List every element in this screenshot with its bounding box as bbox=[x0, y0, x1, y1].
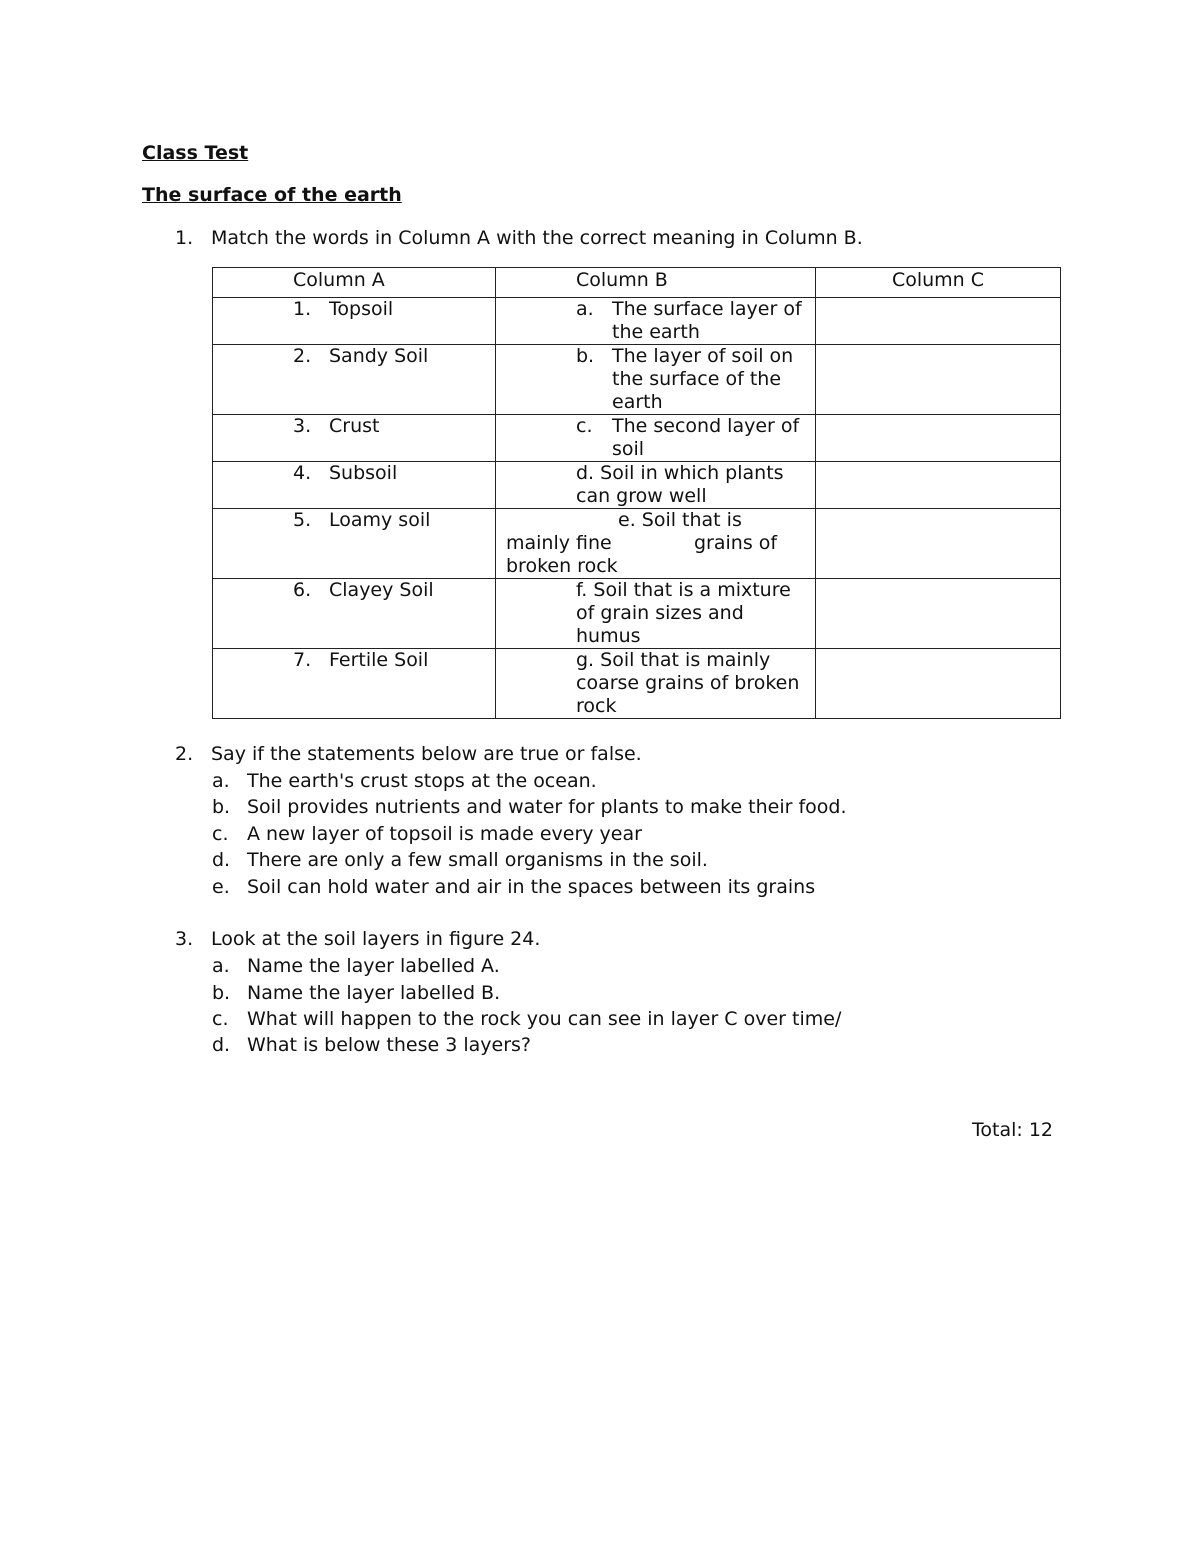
item-letter: b. bbox=[212, 982, 231, 1004]
meaning: The layer of soil on the surface of the earth bbox=[612, 345, 794, 413]
meaning: The surface layer of the earth bbox=[612, 298, 802, 343]
item-letter: b. bbox=[212, 796, 231, 818]
row-number: 4. bbox=[293, 462, 312, 484]
question-text: Look at the soil layers in figure 24. bbox=[211, 928, 541, 950]
question-text: Match the words in Column A with the correct meaning in Column B. bbox=[211, 227, 863, 249]
column-a-cell bbox=[213, 509, 496, 579]
meaning-part: e. Soil that is bbox=[618, 509, 742, 531]
column-a-cell bbox=[213, 649, 496, 719]
column-b-cell bbox=[496, 298, 816, 345]
row-number: 7. bbox=[293, 649, 312, 671]
statement-item bbox=[212, 874, 815, 900]
meaning-part: mainly fine bbox=[506, 532, 612, 554]
item-text: Name the layer labelled B. bbox=[247, 982, 501, 1004]
row-number: 3. bbox=[293, 415, 312, 437]
column-a-cell bbox=[213, 462, 496, 509]
column-b-cell bbox=[496, 509, 816, 579]
question-number: 3. bbox=[175, 928, 194, 950]
column-a-cell bbox=[213, 298, 496, 345]
item-letter: d. bbox=[212, 849, 231, 871]
answer-cell[interactable] bbox=[816, 298, 1061, 345]
column-c-header: Column C bbox=[816, 268, 1061, 298]
matching-table bbox=[212, 267, 1061, 719]
item-text: There are only a few small organisms in the soil. bbox=[247, 849, 708, 871]
column-b-cell bbox=[496, 345, 816, 415]
statement-item bbox=[212, 794, 847, 820]
column-b-cell bbox=[496, 415, 816, 462]
table-row bbox=[213, 298, 1061, 345]
item-letter: d. bbox=[212, 1034, 231, 1056]
row-number: 5. bbox=[293, 509, 312, 531]
answer-cell[interactable] bbox=[816, 509, 1061, 579]
column-b-header: Column B bbox=[496, 268, 816, 298]
statement-item bbox=[212, 821, 642, 847]
meaning-part: broken rock bbox=[506, 555, 618, 577]
column-a-header: Column A bbox=[213, 268, 496, 298]
meaning-letter: b. bbox=[576, 345, 595, 367]
question-item bbox=[212, 980, 500, 1006]
answer-cell[interactable] bbox=[816, 415, 1061, 462]
question-item bbox=[212, 1032, 531, 1058]
table-header-row bbox=[213, 268, 1061, 298]
statement-item bbox=[212, 768, 597, 794]
table-row bbox=[213, 509, 1061, 579]
item-text: The earth's crust stops at the ocean. bbox=[247, 770, 597, 792]
question-3 bbox=[175, 926, 540, 952]
word: Subsoil bbox=[329, 462, 398, 484]
meaning: d. Soil in which plants can grow well bbox=[496, 462, 816, 509]
meaning-line bbox=[506, 532, 807, 555]
question-text: Say if the statements below are true or false. bbox=[211, 743, 642, 765]
word: Fertile Soil bbox=[329, 649, 429, 671]
statement-item bbox=[212, 847, 708, 873]
item-letter: a. bbox=[212, 770, 230, 792]
item-text: A new layer of topsoil is made every year bbox=[247, 823, 642, 845]
row-number: 2. bbox=[293, 345, 312, 367]
row-number: 1. bbox=[293, 298, 312, 320]
word: Crust bbox=[329, 415, 380, 437]
word: Topsoil bbox=[329, 298, 394, 320]
item-letter: c. bbox=[212, 1008, 229, 1030]
answer-cell[interactable] bbox=[816, 649, 1061, 719]
answer-cell[interactable] bbox=[816, 345, 1061, 415]
total-marks: Total: 12 bbox=[972, 1119, 1053, 1141]
page-title: Class Test bbox=[142, 142, 249, 164]
item-text: What will happen to the rock you can see in layer C over time/ bbox=[247, 1008, 842, 1030]
meaning-letter: a. bbox=[576, 298, 594, 320]
column-a-cell bbox=[213, 579, 496, 649]
item-letter: e. bbox=[212, 876, 230, 898]
question-item bbox=[212, 1006, 841, 1032]
table-row bbox=[213, 649, 1061, 719]
item-text: Soil can hold water and air in the spaces between its grains bbox=[247, 876, 816, 898]
meaning: The second layer of soil bbox=[612, 415, 800, 460]
word: Sandy Soil bbox=[329, 345, 429, 367]
meaning: f. Soil that is a mixture of grain sizes and humus bbox=[496, 579, 816, 649]
item-letter: a. bbox=[212, 955, 230, 977]
item-text: What is below these 3 layers? bbox=[247, 1034, 531, 1056]
meaning-letter: c. bbox=[576, 415, 593, 437]
answer-cell[interactable] bbox=[816, 579, 1061, 649]
page-subtitle: The surface of the earth bbox=[142, 184, 402, 206]
table-row bbox=[213, 579, 1061, 649]
word: Clayey Soil bbox=[329, 579, 434, 601]
column-a-cell bbox=[213, 415, 496, 462]
question-number: 1. bbox=[175, 227, 194, 249]
question-1 bbox=[175, 225, 863, 251]
meaning-part: grains of bbox=[694, 532, 778, 554]
question-2 bbox=[175, 741, 642, 767]
question-item bbox=[212, 953, 500, 979]
table-row bbox=[213, 345, 1061, 415]
row-number: 6. bbox=[293, 579, 312, 601]
table-row bbox=[213, 462, 1061, 509]
meaning: g. Soil that is mainly coarse grains of broken rock bbox=[496, 649, 816, 719]
item-text: Soil provides nutrients and water for plants to make their food. bbox=[247, 796, 847, 818]
answer-cell[interactable] bbox=[816, 462, 1061, 509]
table-row bbox=[213, 415, 1061, 462]
question-number: 2. bbox=[175, 743, 194, 765]
column-a-cell bbox=[213, 345, 496, 415]
word: Loamy soil bbox=[329, 509, 431, 531]
item-letter: c. bbox=[212, 823, 229, 845]
item-text: Name the layer labelled A. bbox=[247, 955, 500, 977]
